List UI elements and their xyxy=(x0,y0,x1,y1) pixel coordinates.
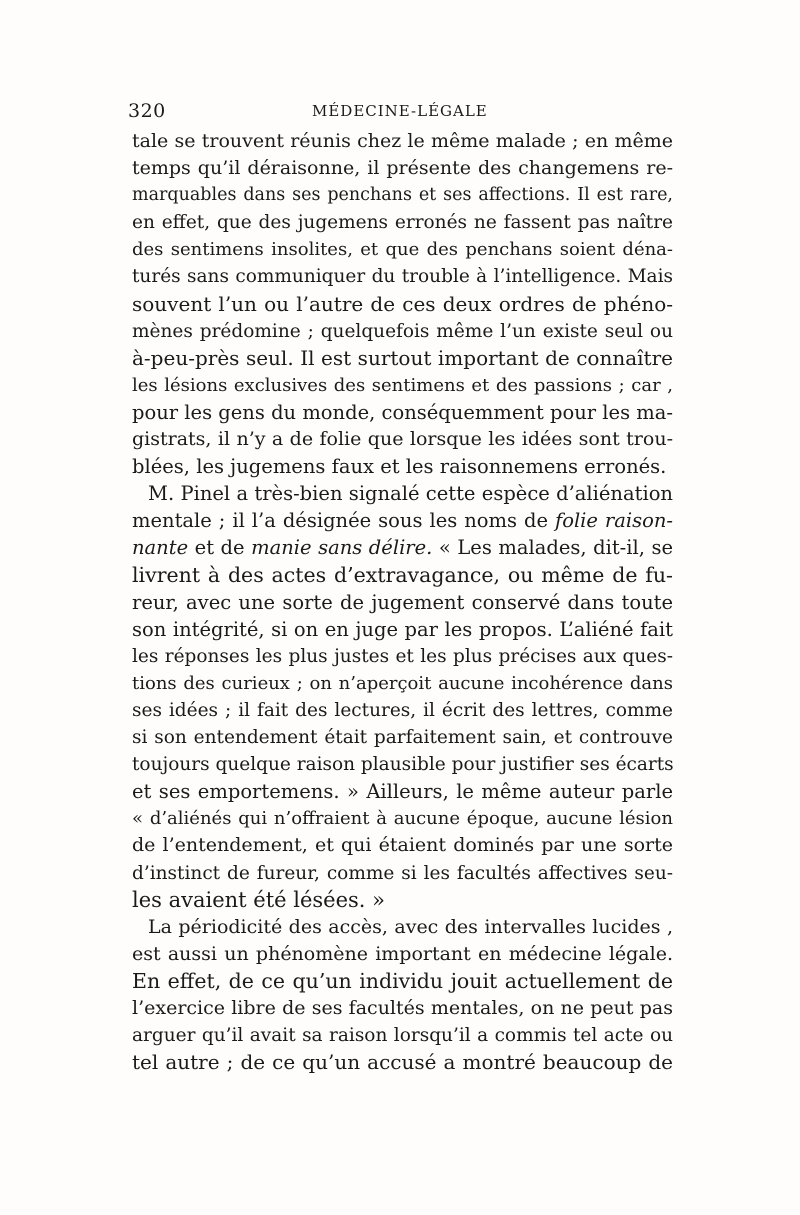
text-segment: « Les malades, dit-il, se xyxy=(432,536,673,560)
text-segment: tel autre ; de ce qu’un accusé a montré beaucoup de xyxy=(132,1050,673,1075)
text-line xyxy=(132,562,673,589)
text-segment: La périodicité des accès, avec des intervalles lucides , xyxy=(148,915,673,938)
text-line xyxy=(132,534,673,561)
text-line xyxy=(132,345,673,372)
text-segment: de l’entendement, et qui étaient dominés par une sorte xyxy=(132,834,673,857)
text-segment: les avaient été lésées. » xyxy=(132,887,386,912)
text-line xyxy=(132,155,673,182)
text-line xyxy=(132,426,673,453)
text-line xyxy=(132,832,673,859)
text-segment: à-peu-près seul. Il est surtout important de connaître xyxy=(132,345,673,370)
text-segment: temps qu’il déraisonne, il présente des changemens re- xyxy=(132,157,673,180)
running-title: MÉDECINE-LÉGALE xyxy=(312,102,488,120)
text-line xyxy=(132,399,673,426)
text-line xyxy=(132,372,673,399)
text-segment: arguer qu’il avait sa raison lorsqu’il a commis tel acte ou xyxy=(132,1025,673,1047)
text-segment: les réponses les plus justes et les plus précises aux ques- xyxy=(132,645,673,667)
text-segment: son intégrité, si on en juge par les propos. L’aliéné fait xyxy=(132,617,673,641)
italic-text: nante xyxy=(132,536,189,560)
text-segment: marquables dans ses penchans et ses affections. Il est rare, xyxy=(132,185,673,206)
italic-text: folie raison- xyxy=(554,509,674,533)
text-line xyxy=(132,914,673,941)
text-line xyxy=(132,670,673,697)
text-line xyxy=(132,263,673,290)
text-segment: ses idées ; il fait des lectures, il écrit des lettres, comme xyxy=(132,699,673,721)
page-header xyxy=(128,100,673,124)
text-segment: livrent à des actes d’extravagance, ou même de fu- xyxy=(132,562,673,587)
text-segment: « d’aliénés qui n’offraient à aucune époque, aucune lésion xyxy=(132,808,673,830)
page-number: 320 xyxy=(128,100,166,122)
text-segment: en effet, que des jugemens erronés ne fassent pas naître xyxy=(132,212,673,234)
text-segment: et ses emportemens. » Ailleurs, le même auteur parle xyxy=(132,780,673,804)
text-segment: gistrats, il n’y a de folie que lorsque les idées sont trou- xyxy=(132,428,673,451)
text-segment: l’exercice libre de ses facultés mentales, on ne peut pas xyxy=(132,997,673,1019)
text-segment: pour les gens du monde, conséquemment pour les ma- xyxy=(132,400,673,424)
text-line xyxy=(132,236,673,263)
text-line xyxy=(132,751,673,778)
text-line xyxy=(132,697,673,724)
text-segment: d’instinct de fureur, comme si les facultés affectives seu- xyxy=(132,862,673,884)
text-line xyxy=(132,860,673,887)
body-text xyxy=(132,128,673,1076)
text-segment: tions des curieux ; on n’aperçoit aucune incohérence dans xyxy=(132,672,673,694)
text-segment: mentale ; il l’a désignée sous les noms de xyxy=(132,509,555,533)
text-segment: toujours quelque raison plausible pour justifier ses écarts xyxy=(132,754,674,776)
text-segment: M. Pinel a très-bien signalé cette espèce d’aliénation xyxy=(148,482,673,506)
text-line xyxy=(132,1022,673,1049)
text-line xyxy=(132,589,673,616)
text-segment: reur, avec une sorte de jugement conservé dans toute xyxy=(132,590,673,614)
text-line xyxy=(132,182,673,209)
text-segment: des sentimens insolites, et que des penchans soient déna- xyxy=(132,239,673,261)
text-line xyxy=(132,291,673,318)
text-line xyxy=(132,1049,673,1076)
text-segment: est aussi un phénomène important en médecine légale. xyxy=(132,942,673,965)
text-line xyxy=(132,616,673,643)
text-segment: souvent l’un ou l’autre de ces deux ordres de phéno- xyxy=(132,291,673,316)
italic-text: manie sans délire. xyxy=(251,536,433,560)
text-segment: turés sans communiquer du trouble à l’intelligence. Mais xyxy=(132,266,673,288)
text-segment: les lésions exclusives des sentimens et des passions ; car , xyxy=(132,374,673,396)
text-segment: si son entendement était parfaitement sain, et controuve xyxy=(132,727,673,749)
text-line xyxy=(132,805,673,832)
text-segment: et de xyxy=(188,536,252,560)
text-line xyxy=(132,778,673,805)
text-line xyxy=(132,480,673,507)
text-segment: mènes prédomine ; quelquefois même l’un existe seul ou xyxy=(132,320,673,342)
text-line xyxy=(132,995,673,1022)
text-line xyxy=(132,887,673,914)
text-line xyxy=(132,643,673,670)
text-line xyxy=(132,941,673,968)
text-segment: En effet, de ce qu’un individu jouit actuellement de xyxy=(132,968,673,993)
text-line xyxy=(132,128,673,155)
text-segment: tale se trouvent réunis chez le même malade ; en même xyxy=(132,130,673,152)
text-line xyxy=(132,507,673,534)
text-line xyxy=(132,968,673,995)
text-line xyxy=(132,209,673,236)
text-segment: blées, les jugemens faux et les raisonnemens erronés. xyxy=(132,455,667,479)
text-line xyxy=(132,724,673,751)
text-line xyxy=(132,453,673,480)
text-line xyxy=(132,318,673,345)
